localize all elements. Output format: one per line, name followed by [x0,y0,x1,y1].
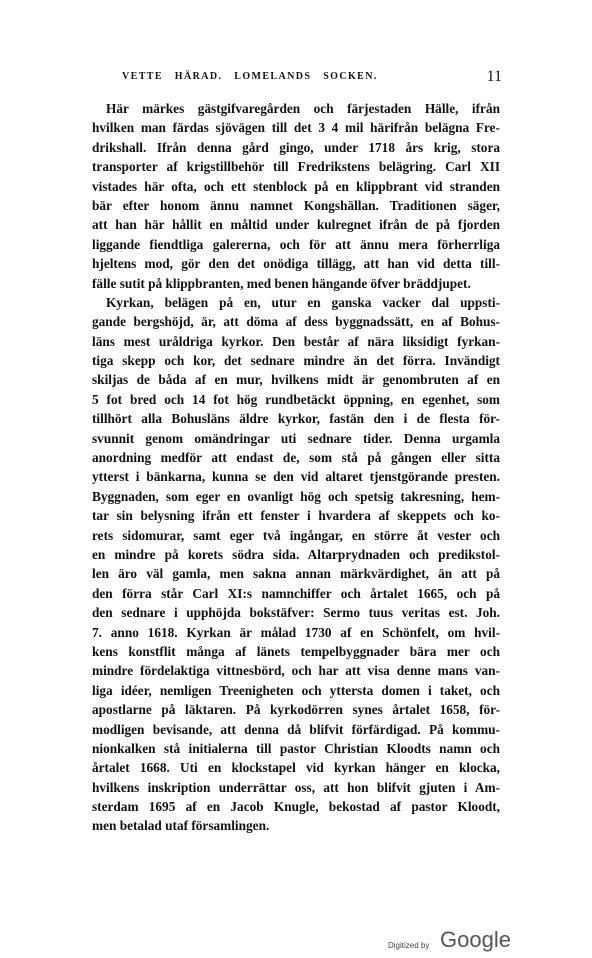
text-line: transporter af krigstillbehör till Fredrikstens belägring. Carl XII [92,159,500,175]
text-line: hjeltens mod, gör den det onödiga tillägg, att han vid detta till- [92,256,500,272]
running-head-title: VETTE HÄRAD. LOMELANDS SOCKEN. [122,71,378,82]
text-line: bär efter honom ännu namnet Kongshällan. Traditionen säger, [92,197,500,213]
text-line: sterdam 1695 af en Jacob Knugle, bekostad af pastor Kloodt, [92,799,500,815]
text-line: fälle sutit på klippbranten, med benen hängande öfver bräddjupet. [92,275,471,291]
text-line: kens konstflit många af länets tempelbyggnader bära mer och [92,643,500,659]
text-line: tiga skepp och kor, det sednare mindre än det förra. Invändigt [92,353,500,369]
text-line: Kyrkan, belägen på en, utur en ganska vacker dal uppsti- [106,294,500,310]
text-line: vistades här ofta, och ett stenblock på en klippbrant vid stranden [92,178,500,194]
text-line: liga idéer, nemligen Treenigheten och ytterstа domen i taket, och [92,682,500,698]
text-line: hvilken man färdas sjövägen till det 3 4 mil härifrån belägna Fre- [92,120,500,136]
text-line: Byggnaden, som eger en ovanligt hög och spetsig takresning, hem- [92,488,500,504]
text-line: rets sidomurar, samt eger två ingångar, en större åt vester och [92,527,500,543]
text-line: att han här hållit en måltid under kulregnet ifrån de på fjorden [92,217,500,233]
text-line: tar sin belysning ifrån ett fenster i hvardera af skeppets och ko- [92,508,500,524]
text-line: hvilkens inskription underrättar oss, att hon blifvit gjuten i Am- [92,779,500,795]
digitized-by-label: Digitized by [388,941,430,950]
google-watermark [388,925,518,953]
text-line: svunnit genom omändringar uti sednare tider. Denna urgamla [92,430,500,446]
text-line: en mindre på korets södra sida. Altarprydnaden och predikstol- [92,546,500,562]
text-line: tillhört alla Bohusläns äldre kyrkor, fastän den i de flesta för- [92,411,500,427]
text-line: modligen bevisande, att denna då blifvit förfärdigad. På kommu- [92,721,500,737]
text-line: Här märkes gästgifvaregården och färjestaden Hälle, ifrån [106,101,500,116]
text-line: årtalet 1668. Uti en klockstapel vid kyrkan hänger en klocka, [92,760,500,776]
text-line: men betalad utaf församlingen. [92,818,270,834]
text-line: len äro väl gamla, men sakna annan märkvärdighet, än att på [92,566,500,582]
google-logo: Google [440,927,511,952]
running-head [92,70,502,88]
text-line: nionkalken stå initialerna till pastor Christian Kloodts namn och [92,740,500,756]
page-number: 11 [486,68,502,85]
text-line: liggande fiendtliga galererna, och för att ännu mera förherrliga [92,236,500,252]
text-line: 5 fot bred och 14 fot hög rundbetäckt öppning, en egenhet, som [92,391,500,407]
text-line: anordning medför att endast de, som stå på gången eller sitta [92,450,500,466]
text-line: 7. anno 1618. Kyrkan är målad 1730 af en Schönfelt, om hvil- [92,624,500,640]
text-line: den sednare i upphöjda bokstäfver: Sermo tuus veritas est. Joh. [92,605,500,621]
text-line: skiljas de båda af en mur, hvilkens midt är genombruten af en [92,372,500,388]
text-line: den förra står Carl XI:s namnchiffer och årtalet 1665, och på [92,585,500,601]
text-line: gande bergshöjd, är, att döma af dess byggnadssätt, en af Bohus- [92,314,500,330]
text-line: apostlarne på läktaren. På kyrkodörren synes årtalet 1658, för- [92,702,500,718]
text-line: ytterst i bänkarna, kunna se den vid altaret tjenstgörande presten. [92,469,500,485]
text-line: drikshall. Ifrån denna gård gingo, under 1718 års krig, stora [92,139,500,155]
text-line: mindre fördelaktiga vittnesbörd, och har att visa denne mans van- [92,663,500,679]
body-text [92,99,500,836]
text-line: läns mest uråldriga kyrkor. Den består af nära liksidigt fyrkan- [92,333,500,349]
